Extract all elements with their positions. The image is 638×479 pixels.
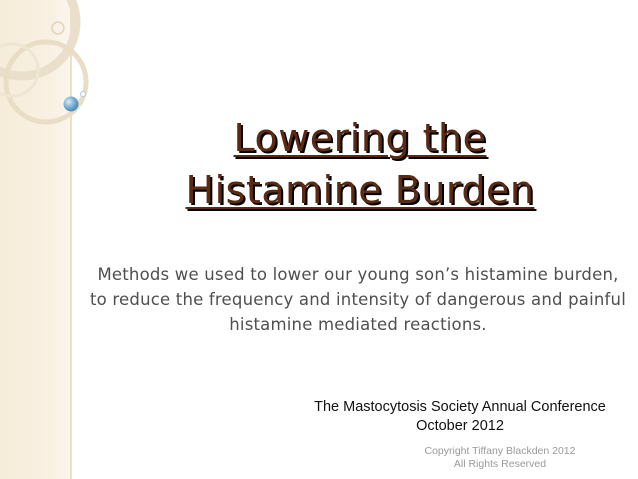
copyright-line-1: Copyright Tiffany Blackden 2012	[424, 445, 576, 457]
copyright-line-2: All Rights Reserved	[453, 458, 547, 470]
blue-bubble	[64, 97, 79, 112]
slide-title	[150, 112, 570, 216]
small-bubble	[81, 92, 86, 97]
title-line-1: Lowering the	[233, 116, 487, 160]
subtitle-line-1: Methods we used to lower our young son’s histamine burden,	[97, 265, 619, 284]
subtitle-line-3: histamine mediated reactions.	[229, 315, 487, 334]
slide-subtitle	[84, 262, 632, 337]
decorative-circles-graphic	[0, 0, 130, 150]
conference-name: The Mastocytosis Society Annual Conference	[314, 399, 606, 415]
copyright-notice	[400, 445, 600, 471]
tiny-ring	[52, 22, 64, 34]
title-line-2: Histamine Burden	[185, 168, 535, 212]
conference-info	[290, 398, 630, 436]
subtitle-line-2: to reduce the frequency and intensity of dangerous and painful	[90, 290, 626, 309]
conference-date: October 2012	[416, 418, 504, 434]
